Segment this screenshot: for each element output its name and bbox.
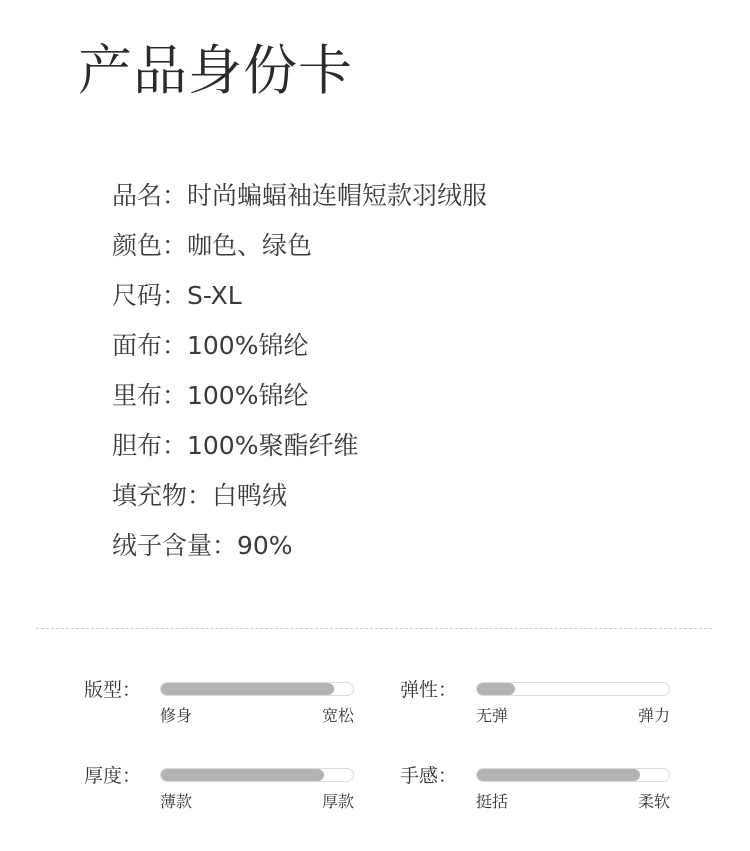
spec-inner-fabric: 胆布：100%聚酯纤维 <box>112 431 359 460</box>
spec-color: 颜色：咖色、绿色 <box>112 231 313 260</box>
rating-low-label: 修身 <box>160 706 193 725</box>
spec-size: 尺码：S-XL <box>112 281 242 310</box>
rating-fill <box>161 769 324 781</box>
rating-label: 手感： <box>400 765 458 787</box>
rating-high-label: 厚款 <box>321 792 354 811</box>
spec-lining: 里布：100%锦纶 <box>112 381 309 410</box>
rating-fill <box>161 683 334 695</box>
rating-low-label: 无弹 <box>476 706 509 725</box>
rating-high-label: 柔软 <box>637 792 670 811</box>
rating-thickness <box>84 764 354 824</box>
rating-low-label: 薄款 <box>160 792 193 811</box>
rating-fill <box>477 683 515 695</box>
rating-fill <box>477 769 640 781</box>
rating-high-label: 弹力 <box>637 706 670 725</box>
rating-label: 弹性： <box>400 679 458 701</box>
rating-track <box>160 768 354 782</box>
spec-shell-fabric: 面布：100%锦纶 <box>112 331 309 360</box>
spec-down-content: 绒子含量：90% <box>112 531 293 560</box>
spec-product-name: 品名：时尚蝙蝠袖连帽短款羽绒服 <box>112 181 488 210</box>
page-title: 产品身份卡 <box>78 39 353 102</box>
rating-track <box>476 768 670 782</box>
rating-low-label: 挺括 <box>476 792 509 811</box>
section-divider <box>36 628 712 629</box>
rating-hand-feel <box>400 764 670 824</box>
rating-label: 厚度： <box>84 765 142 787</box>
rating-track <box>476 682 670 696</box>
rating-high-label: 宽松 <box>321 706 354 725</box>
rating-label: 版型： <box>84 679 142 701</box>
rating-track <box>160 682 354 696</box>
spec-list <box>112 178 487 578</box>
rating-fit <box>84 678 354 738</box>
spec-filling: 填充物：白鸭绒 <box>112 481 288 510</box>
rating-elasticity <box>400 678 670 738</box>
